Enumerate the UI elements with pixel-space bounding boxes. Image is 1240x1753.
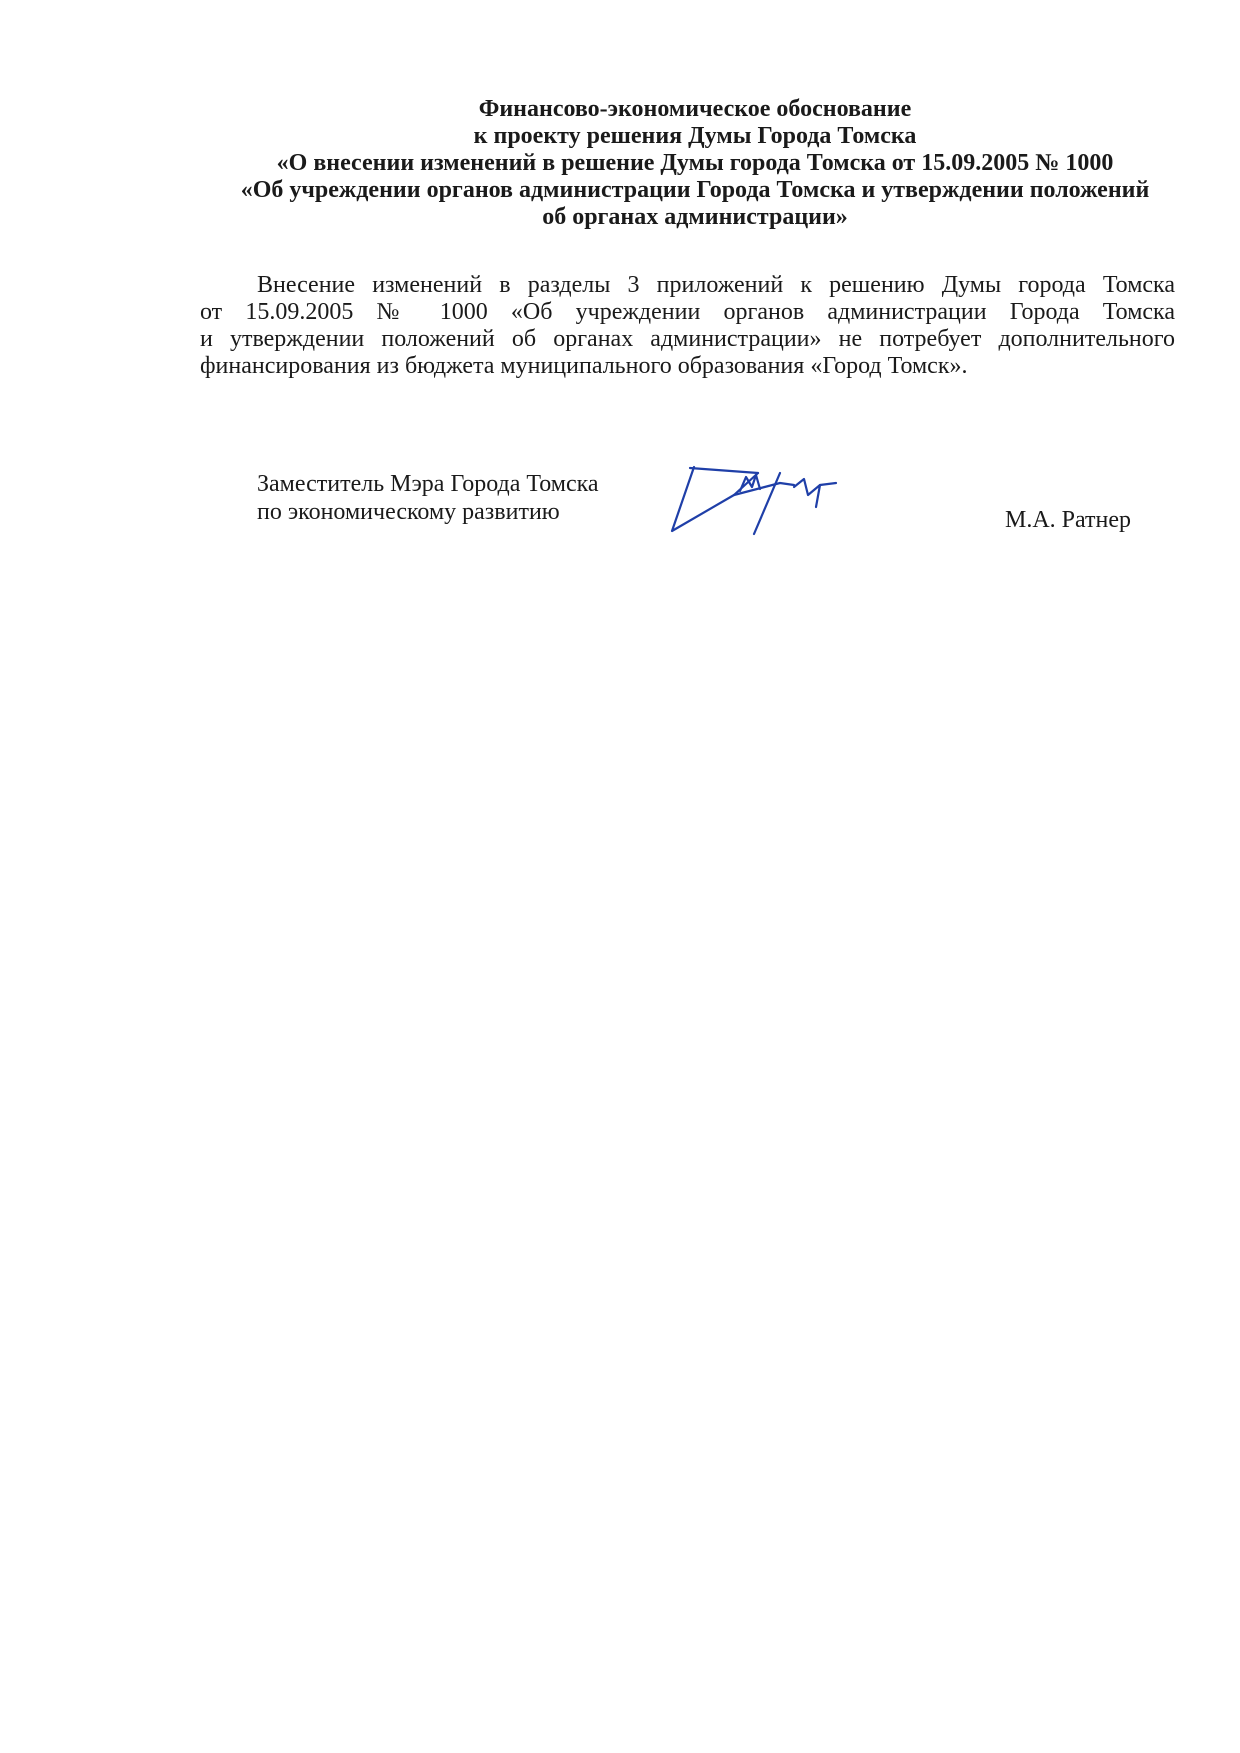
body-line: финансирования из бюджета муниципального образования «Город Томск».	[200, 353, 968, 379]
signatory-position	[257, 470, 599, 526]
signatory-position-line2: по экономическому развитию	[257, 499, 560, 525]
body-paragraph	[200, 272, 1175, 380]
document-title	[195, 96, 1195, 231]
title-line: к проекту решения Думы Города Томска	[473, 123, 917, 149]
title-line: «Об учреждении органов администрации Города Томска и утверждении положений	[240, 177, 1150, 203]
title-line: «О внесении изменений в решение Думы города Томска от 15.09.2005 № 1000	[276, 150, 1114, 176]
body-line: от 15.09.2005 № 1000 «Об учреждении органов администрации Города Томска	[200, 299, 1175, 325]
signatory-position-line1: Заместитель Мэра Города Томска	[257, 471, 599, 497]
body-line: и утверждении положений об органах администрации» не потребует дополнительного	[200, 326, 1175, 352]
title-line: Финансово-экономическое обоснование	[478, 96, 912, 122]
title-line: об органах администрации»	[542, 204, 848, 230]
handwritten-signature	[670, 455, 850, 540]
body-line: Внесение изменений в разделы 3 приложений к решению Думы города Томска	[257, 272, 1175, 298]
signatory-name: М.А. Ратнер	[1005, 507, 1132, 533]
